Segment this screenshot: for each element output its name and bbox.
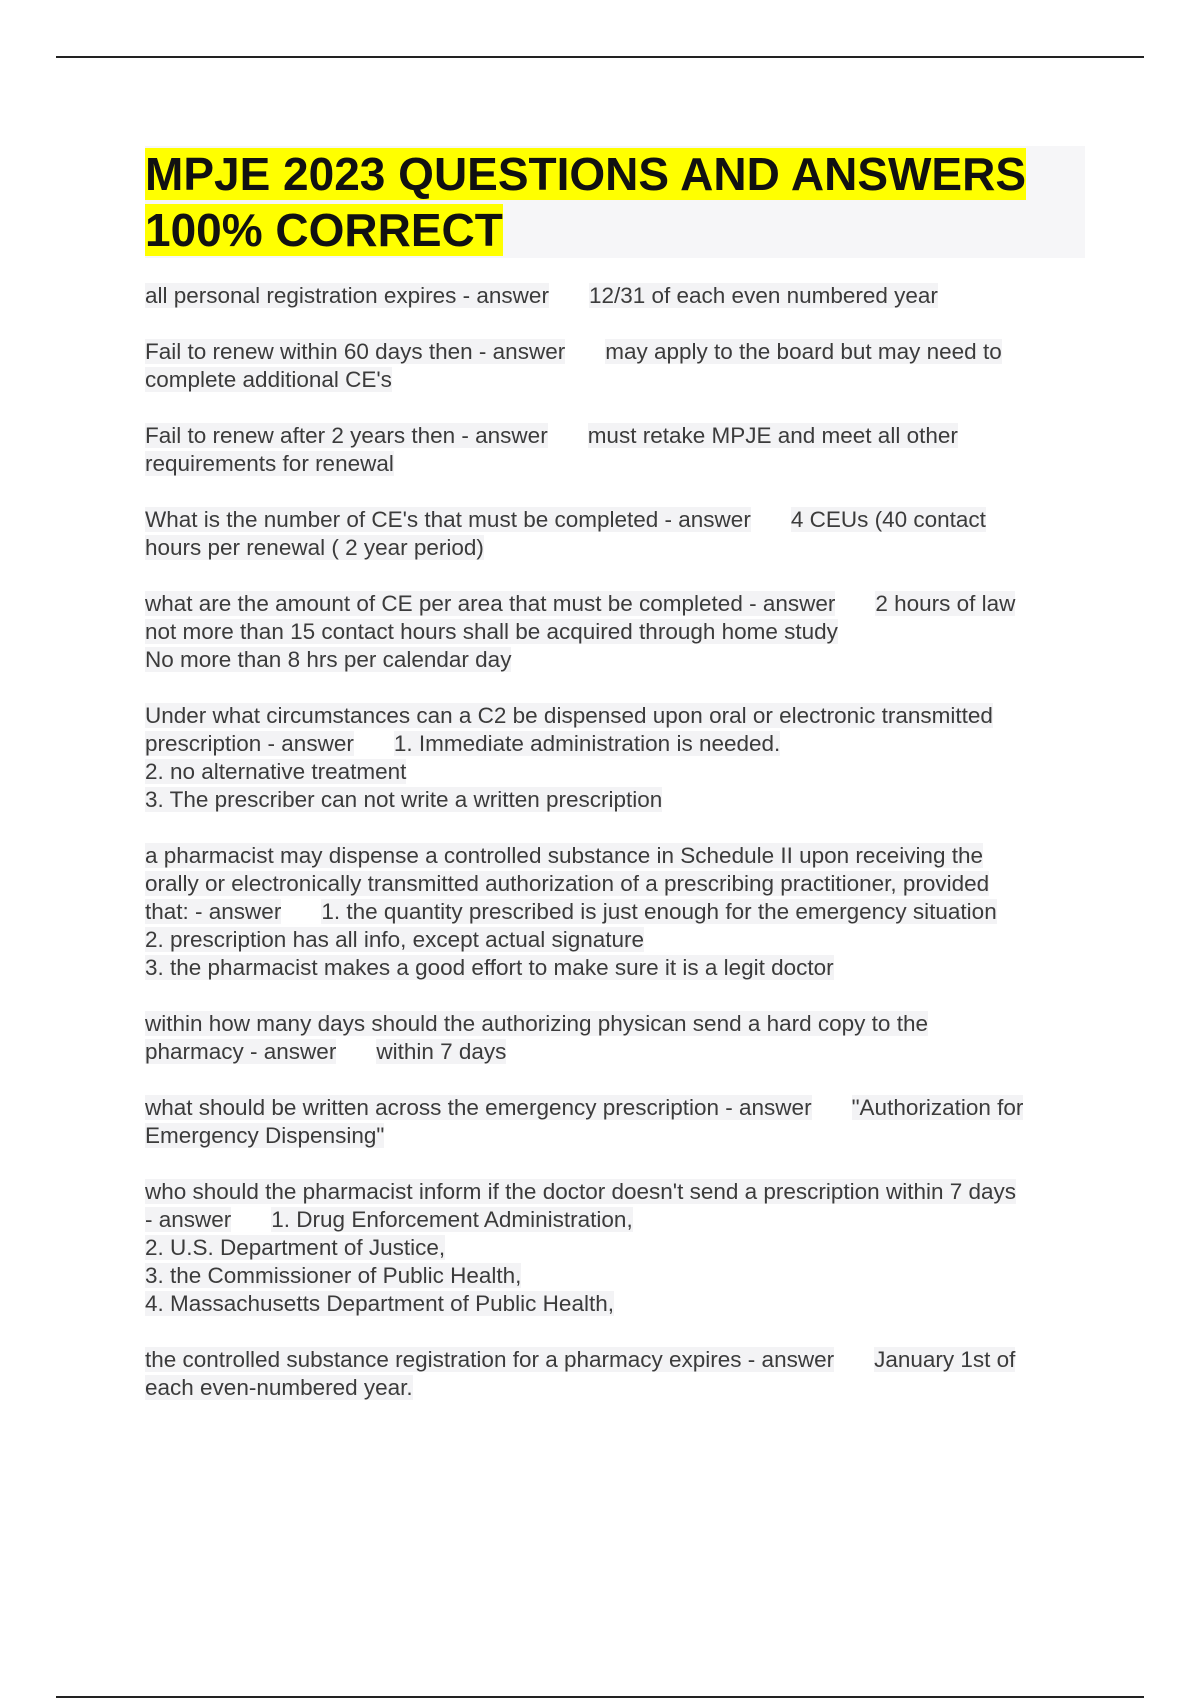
title-block (145, 146, 1085, 258)
qa-line (145, 282, 1090, 310)
question-text: a pharmacist may dispense a controlled substance in Schedule II upon receiving the (145, 843, 983, 868)
qa-line (145, 730, 1090, 758)
qa-text: Emergency Dispensing" (145, 1123, 385, 1148)
qa-line (145, 1206, 1090, 1234)
qa-item (145, 1178, 1090, 1318)
qa-line (145, 1038, 1090, 1066)
qa-item (145, 338, 1090, 394)
question-text: Fail to renew within 60 days then - answer (145, 339, 566, 364)
qa-line (145, 1234, 1090, 1262)
question-text: who should the pharmacist inform if the doctor doesn't send a prescription within 7 days (145, 1179, 1017, 1204)
qa-text: 3. the Commissioner of Public Health, (145, 1263, 522, 1288)
question-text: What is the number of CE's that must be completed - answer (145, 507, 751, 532)
qa-line (145, 1290, 1090, 1318)
question-text: Under what circumstances can a C2 be dispensed upon oral or electronic transmitted (145, 703, 993, 728)
question-text: all personal registration expires - answer (145, 283, 549, 308)
qa-item (145, 282, 1090, 310)
qa-text: prescription - answer (145, 731, 354, 756)
qa-text: within 7 days (376, 1039, 507, 1064)
question-text: Fail to renew after 2 years then - answer (145, 423, 548, 448)
qa-item (145, 842, 1090, 982)
qa-text: January 1st of (874, 1347, 1016, 1372)
qa-item (145, 1346, 1090, 1402)
qa-line (145, 506, 1090, 534)
qa-text: may apply to the board but may need to (605, 339, 1002, 364)
qa-line (145, 338, 1090, 366)
qa-list (145, 282, 1090, 1430)
qa-text: 4 CEUs (40 contact (790, 507, 986, 532)
qa-text: 2. U.S. Department of Justice, (145, 1235, 446, 1260)
qa-text: 1. Drug Enforcement Administration, (271, 1207, 633, 1232)
qa-text: 1. the quantity prescribed is just enough for the emergency situation (321, 899, 997, 924)
qa-line (145, 1122, 1090, 1150)
qa-item (145, 702, 1090, 814)
qa-text: 2. no alternative treatment (145, 759, 407, 784)
qa-text: 2. prescription has all info, except actual signature (145, 927, 645, 952)
qa-line (145, 786, 1090, 814)
qa-line (145, 926, 1090, 954)
qa-text: requirements for renewal (145, 451, 394, 476)
qa-line (145, 618, 1090, 646)
question-text: the controlled substance registration for a pharmacy expires - answer (145, 1347, 835, 1372)
qa-text: No more than 8 hrs per calendar day (145, 647, 512, 672)
title-line-1: MPJE 2023 QUESTIONS AND ANSWERS (145, 148, 1027, 200)
qa-line (145, 646, 1090, 674)
qa-text: 1. Immediate administration is needed. (393, 731, 781, 756)
qa-item (145, 422, 1090, 478)
qa-text: 2 hours of law (875, 591, 1016, 616)
qa-line (145, 1262, 1090, 1290)
top-rule (56, 56, 1144, 58)
qa-text: 4. Massachusetts Department of Public Health, (145, 1291, 614, 1316)
qa-text: 12/31 of each even numbered year (588, 283, 938, 308)
title-line-2: 100% CORRECT (145, 204, 503, 256)
qa-item (145, 1094, 1090, 1150)
qa-line (145, 898, 1090, 926)
qa-line (145, 1010, 1090, 1038)
qa-text: that: - answer (145, 899, 282, 924)
question-text: what are the amount of CE per area that must be completed - answer (145, 591, 836, 616)
qa-text: complete additional CE's (145, 367, 392, 392)
qa-text: 3. the pharmacist makes a good effort to make sure it is a legit doctor (145, 955, 834, 980)
qa-text: pharmacy - answer (145, 1039, 337, 1064)
qa-line (145, 1094, 1090, 1122)
qa-text: 3. The prescriber can not write a written prescription (145, 787, 663, 812)
qa-line (145, 870, 1090, 898)
qa-line (145, 1374, 1090, 1402)
qa-text: - answer (145, 1207, 232, 1232)
qa-text: not more than 15 contact hours shall be acquired through home study (145, 619, 838, 644)
qa-line (145, 422, 1090, 450)
question-text: within how many days should the authorizing physican send a hard copy to the (145, 1011, 928, 1036)
qa-line (145, 450, 1090, 478)
question-text: what should be written across the emergency prescription - answer (145, 1095, 812, 1120)
qa-line (145, 954, 1090, 982)
qa-line (145, 590, 1090, 618)
qa-item (145, 506, 1090, 562)
qa-text: hours per renewal ( 2 year period) (145, 535, 484, 560)
qa-line (145, 534, 1090, 562)
qa-text: each even-numbered year. (145, 1375, 413, 1400)
qa-text: orally or electronically transmitted authorization of a prescribing practitioner, provided (145, 871, 990, 896)
qa-text: must retake MPJE and meet all other (587, 423, 958, 448)
qa-line (145, 758, 1090, 786)
qa-text: "Authorization for (851, 1095, 1024, 1120)
document-title (145, 146, 1085, 258)
qa-line (145, 842, 1090, 870)
qa-line (145, 1346, 1090, 1374)
qa-item (145, 590, 1090, 674)
qa-line (145, 1178, 1090, 1206)
qa-item (145, 1010, 1090, 1066)
qa-line (145, 366, 1090, 394)
qa-line (145, 702, 1090, 730)
bottom-rule (56, 1696, 1144, 1698)
